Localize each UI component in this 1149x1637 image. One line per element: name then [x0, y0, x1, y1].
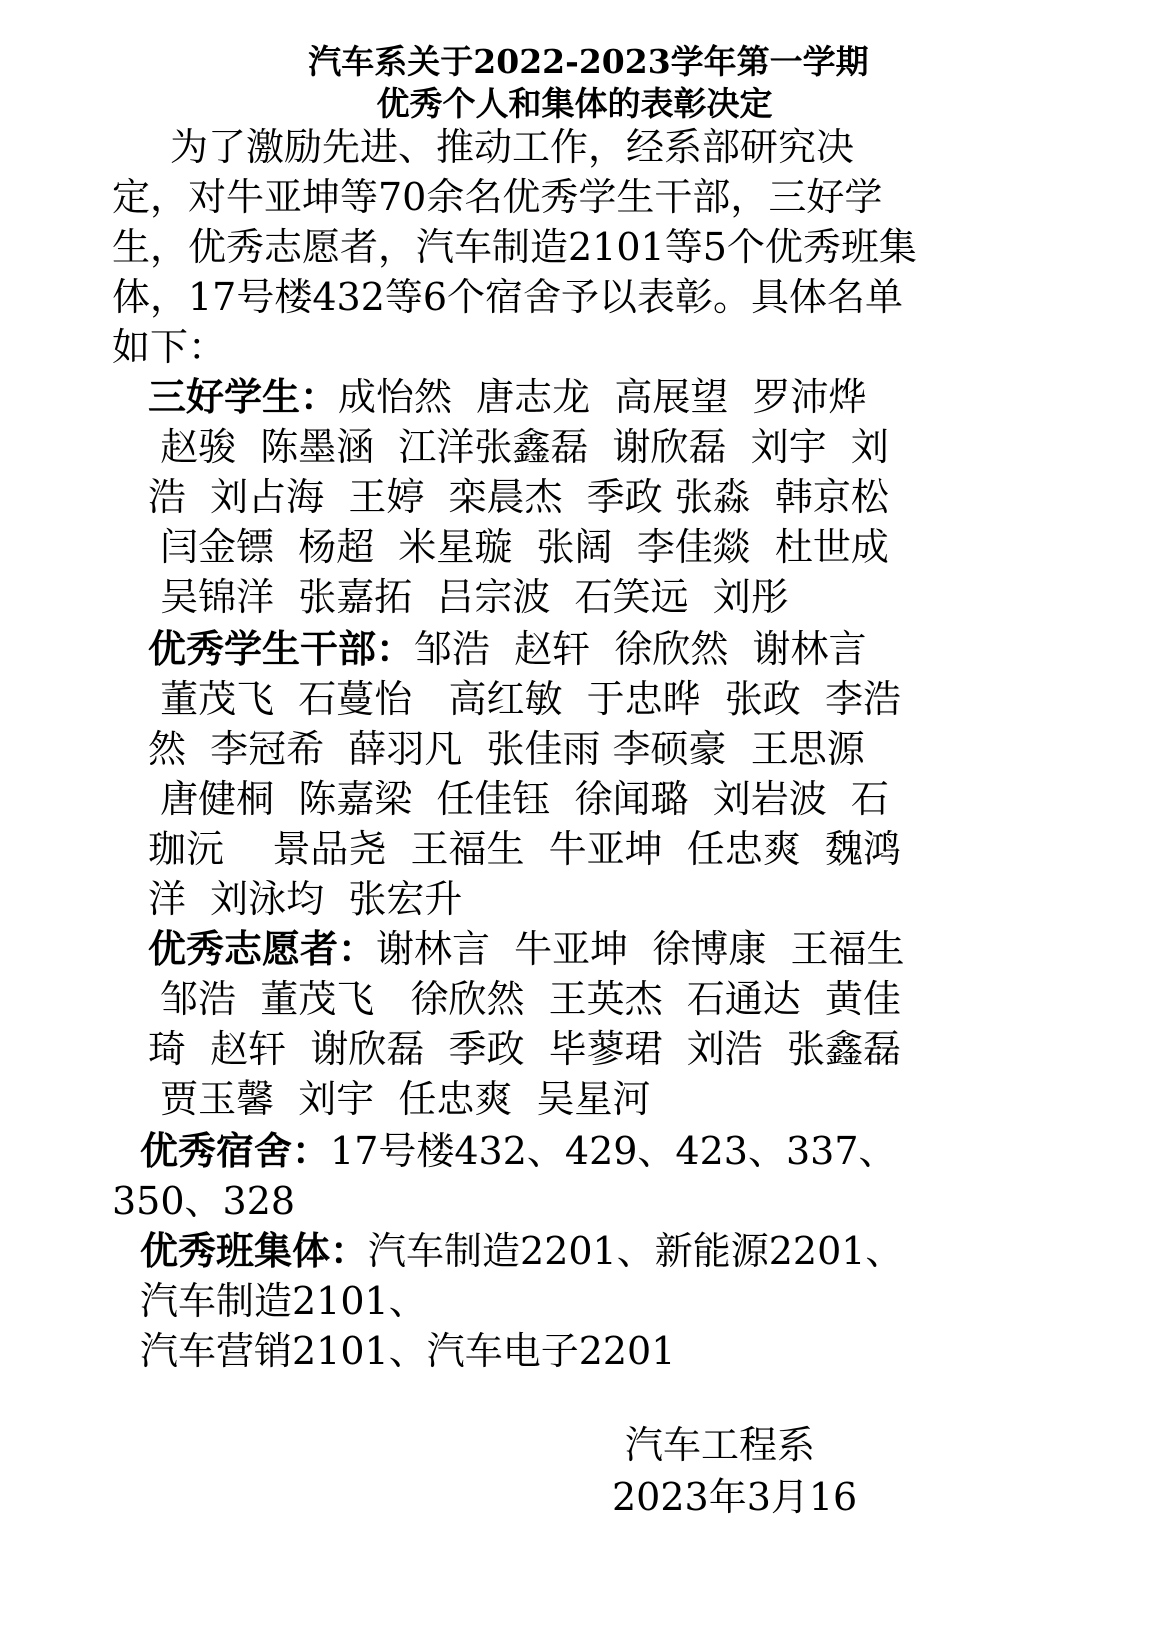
sanhao-names-line: 吴锦洋 张嘉拓 吕宗波 石笑远 刘彤: [148, 575, 789, 619]
zhiyuan-first-line: [148, 924, 905, 974]
sushe-first-line: [140, 1126, 897, 1176]
ganbu-names-line: 然 李冠希 薛羽凡 张佳雨 李硕豪 王思源: [148, 727, 865, 771]
sanhao-names-line: 浩 刘占海 王婷 栾晨杰 季政 张淼 韩京松: [148, 475, 889, 519]
intro-line: 为了激励先进、推动工作，经系部研究决: [170, 125, 855, 169]
intro-line: 生，优秀志愿者，汽车制造2101等5个优秀班集: [112, 225, 917, 269]
intro-line: 定，对牛亚坤等70余名优秀学生干部，三好学: [112, 175, 883, 219]
zhiyuan-names-line: 贾玉馨 刘宇 任忠爽 吴星河: [148, 1077, 651, 1121]
ganbu-names-line: 洋 刘泳均 张宏升: [148, 877, 463, 921]
ganbu-first-line: [148, 624, 867, 674]
sushe-label: 优秀宿舍：: [140, 1128, 331, 1173]
ganbu-names-line: 董茂飞 石蔓怡 高红敏 于忠晔 张政 李浩: [148, 677, 901, 721]
sanhao-names-line: 赵骏 陈墨涵 江洋张鑫磊 谢欣磊 刘宇 刘: [148, 425, 889, 469]
signature-date: 2023年3月16: [612, 1475, 858, 1519]
sanhao-names: 成怡然 唐志龙 高展望 罗沛烨: [338, 375, 867, 419]
banji-classes-line: 汽车制造2101、: [140, 1279, 427, 1323]
sanhao-first-line: [148, 372, 867, 422]
ganbu-label: 优秀学生干部：: [148, 626, 415, 671]
sanhao-names-line: 闫金镖 杨超 米星璇 张阔 李佳燚 杜世成: [148, 525, 889, 569]
ganbu-names-line: 珈沅 景品尧 王福生 牛亚坤 任忠爽 魏鸿: [148, 827, 901, 871]
zhiyuan-names: 谢林言 牛亚坤 徐博康 王福生: [376, 927, 905, 971]
title-line-1: 汽车系关于2022-2023学年第一学期: [308, 42, 869, 81]
zhiyuan-names-line: 邹浩 董茂飞 徐欣然 王英杰 石通达 黄佳: [148, 977, 901, 1021]
banji-classes-line: 汽车营销2101、汽车电子2201: [140, 1329, 676, 1373]
zhiyuan-label: 优秀志愿者：: [148, 926, 377, 971]
banji-classes: 汽车制造2201、新能源2201、: [368, 1229, 904, 1273]
banji-first-line: [140, 1226, 903, 1276]
signature-org: 汽车工程系: [625, 1423, 816, 1467]
sushe-rooms-line: 350、328: [112, 1179, 296, 1223]
intro-line: 如下：: [112, 325, 227, 369]
title-line-2: 优秀个人和集体的表彰决定: [376, 84, 773, 123]
intro-line: 体，17号楼432等6个宿舍予以表彰。具体名单: [112, 275, 904, 319]
ganbu-names: 邹浩 赵轩 徐欣然 谢林言: [414, 627, 867, 671]
banji-label: 优秀班集体：: [140, 1228, 369, 1273]
ganbu-names-line: 唐健桐 陈嘉梁 任佳钰 徐闻璐 刘岩波 石: [148, 777, 889, 821]
sushe-rooms: 17号楼432、429、423、337、: [330, 1129, 897, 1173]
sanhao-label: 三好学生：: [148, 374, 339, 419]
zhiyuan-names-line: 琦 赵轩 谢欣磊 季政 毕蓼珺 刘浩 张鑫磊: [148, 1027, 901, 1071]
